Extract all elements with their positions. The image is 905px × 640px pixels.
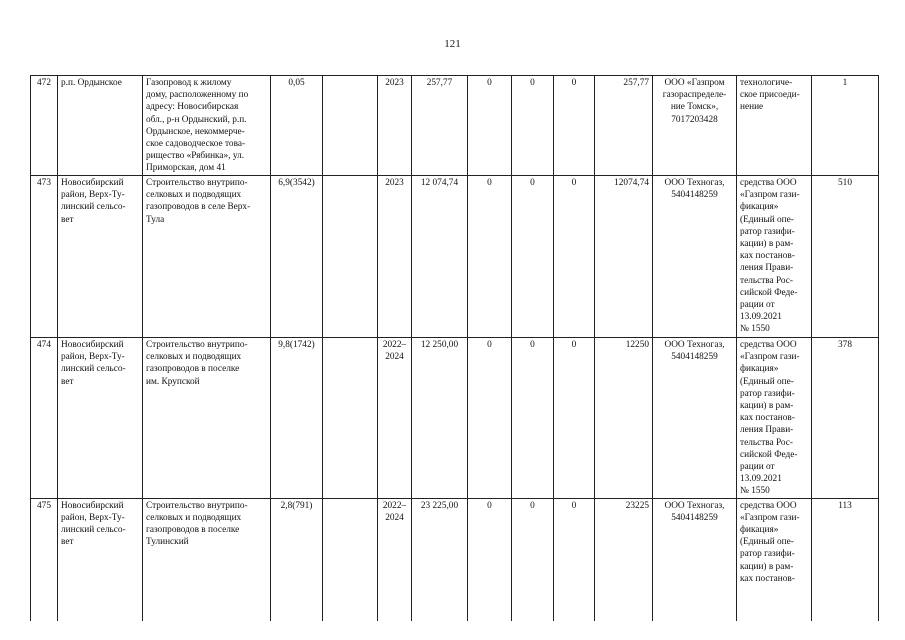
year-cell: 2022– 2024 bbox=[378, 498, 412, 621]
funding-cell-3: 0 bbox=[554, 498, 595, 621]
funding-cell-1: 0 bbox=[468, 76, 512, 176]
organization-cell: ООО Техногаз, 5404148259 bbox=[653, 498, 737, 621]
table-row bbox=[31, 76, 879, 176]
gasification-table bbox=[30, 75, 879, 621]
object-cell: Газопровод к жилому дому, расположенному по адресу: Новосибирская обл., р-н Ордынский, р.п. Ордынское, некоммерче- ское садоводческое това- рищество «Рябинка», ул. Приморская, дом 41 bbox=[143, 76, 271, 176]
locality-cell: Новосибирский район, Верх-Ту- линский сельсо- вет bbox=[58, 176, 143, 338]
length-cell: 6,9(3542) bbox=[271, 176, 323, 338]
table-row bbox=[31, 176, 879, 338]
funding-cell-2: 0 bbox=[512, 498, 554, 621]
year-cell: 2023 bbox=[378, 176, 412, 338]
funding-cell-2: 0 bbox=[512, 76, 554, 176]
table-row bbox=[31, 338, 879, 499]
empty-cell bbox=[323, 176, 378, 338]
funding-cell-1: 0 bbox=[468, 338, 512, 499]
locality-cell: р.п. Ордынское bbox=[58, 76, 143, 176]
funding-source-cell: средства ООО «Газпром гази- фикация» (Единый опе- ратор газифи- кации) в рам- ках постанов- ления Прави- тельства Рос- сийской Феде- рации от 13.09.2021 № 1550 bbox=[737, 176, 812, 338]
page-number: 121 bbox=[444, 38, 461, 50]
count-cell: 378 bbox=[812, 338, 879, 499]
object-cell: Строительство внутрипо- селковых и подводящих газопроводов в селе Верх- Тула bbox=[143, 176, 271, 338]
count-cell: 113 bbox=[812, 498, 879, 621]
empty-cell bbox=[323, 76, 378, 176]
funding-cell-2: 0 bbox=[512, 176, 554, 338]
length-cell: 9,8(1742) bbox=[271, 338, 323, 499]
funding-cell-4: 23225 bbox=[595, 498, 653, 621]
row-number-cell: 472 bbox=[31, 76, 58, 176]
funding-cell-3: 0 bbox=[554, 338, 595, 499]
locality-cell: Новосибирский район, Верх-Ту- линский сельсо- вет bbox=[58, 338, 143, 499]
count-cell: 1 bbox=[812, 76, 879, 176]
count-cell: 510 bbox=[812, 176, 879, 338]
total-cost-cell: 23 225,00 bbox=[412, 498, 468, 621]
object-cell: Строительство внутрипо- селковых и подводящих газопроводов в поселке им. Крупской bbox=[143, 338, 271, 499]
funding-cell-3: 0 bbox=[554, 76, 595, 176]
funding-cell-1: 0 bbox=[468, 498, 512, 621]
object-cell: Строительство внутрипо- селковых и подводящих газопроводов в поселке Тулинский bbox=[143, 498, 271, 621]
table-row bbox=[31, 498, 879, 621]
year-cell: 2022– 2024 bbox=[378, 338, 412, 499]
row-number-cell: 475 bbox=[31, 498, 58, 621]
funding-cell-4: 257,77 bbox=[595, 76, 653, 176]
total-cost-cell: 257,77 bbox=[412, 76, 468, 176]
empty-cell bbox=[323, 498, 378, 621]
funding-source-cell: средства ООО «Газпром гази- фикация» (Единый опе- ратор газифи- кации) в рам- ках постанов- bbox=[737, 498, 812, 621]
funding-source-cell: технологиче- ское присоеди- нение bbox=[737, 76, 812, 176]
funding-cell-2: 0 bbox=[512, 338, 554, 499]
funding-cell-4: 12074,74 bbox=[595, 176, 653, 338]
empty-cell bbox=[323, 338, 378, 499]
row-number-cell: 473 bbox=[31, 176, 58, 338]
locality-cell: Новосибирский район, Верх-Ту- линский сельсо- вет bbox=[58, 498, 143, 621]
year-cell: 2023 bbox=[378, 76, 412, 176]
funding-cell-3: 0 bbox=[554, 176, 595, 338]
organization-cell: ООО Техногаз, 5404148259 bbox=[653, 338, 737, 499]
funding-source-cell: средства ООО «Газпром гази- фикация» (Единый опе- ратор газифи- кации) в рам- ках постанов- ления Прави- тельства Рос- сийской Феде- рации от 13.09.2021 № 1550 bbox=[737, 338, 812, 499]
organization-cell: ООО Техногаз, 5404148259 bbox=[653, 176, 737, 338]
total-cost-cell: 12 250,00 bbox=[412, 338, 468, 499]
length-cell: 2,8(791) bbox=[271, 498, 323, 621]
funding-cell-4: 12250 bbox=[595, 338, 653, 499]
length-cell: 0,05 bbox=[271, 76, 323, 176]
row-number-cell: 474 bbox=[31, 338, 58, 499]
total-cost-cell: 12 074,74 bbox=[412, 176, 468, 338]
organization-cell: ООО «Газпром газораспределе- ние Томск», 7017203428 bbox=[653, 76, 737, 176]
funding-cell-1: 0 bbox=[468, 176, 512, 338]
